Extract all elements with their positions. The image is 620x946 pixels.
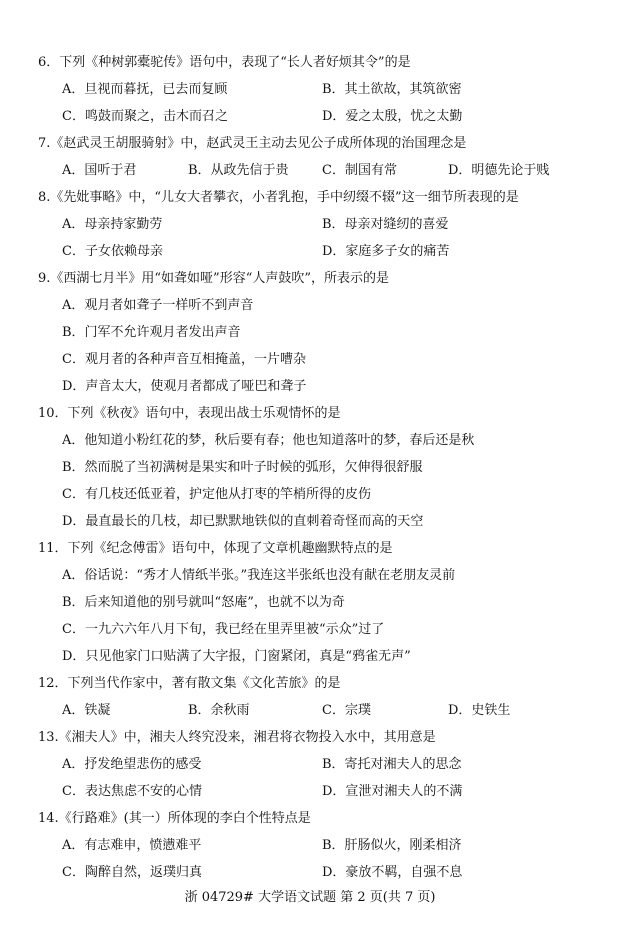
question-13-stem: 13.《湘夫人》中，湘夫人终究没来，湘君将衣物投入水中，其用意是 [38, 730, 436, 745]
question-13-option-b: B．寄托对湘夫人的思念 [322, 757, 462, 772]
question-11-stem: 11．下列《纪念傅雷》语句中，体现了文章机趣幽默特点的是 [38, 541, 393, 556]
question-7-option-d: D．明德先论于贱 [448, 163, 550, 178]
question-10-stem: 10．下列《秋夜》语句中，表现出战士乐观情怀的是 [38, 406, 341, 421]
page-footer: 浙 04729# 大学语文试题 第 2 页(共 7 页) [184, 890, 436, 905]
question-11-option-b: B．后来知道他的别号就叫“怒庵”，也就不以为奇 [62, 595, 345, 610]
question-6-option-b: B．其土欲故，其筑欲密 [322, 82, 462, 97]
question-11-option-c: C．一九六六年八月下旬，我已经在里弄里被“示众”过了 [62, 622, 385, 637]
question-12-stem: 12．下列当代作家中，著有散文集《文化苦旅》的是 [38, 676, 341, 691]
question-9-option-b: B．门军不允许观月者发出声音 [62, 325, 241, 340]
question-12-option-a: A．铁凝 [62, 703, 111, 718]
question-8-stem: 8.《先妣事略》中，“儿女大者攀衣，小者乳抱，手中纫缀不辍”这一细节所表现的是 [38, 190, 519, 205]
question-7-option-a: A．国听于君 [62, 163, 137, 178]
question-9-option-a: A．观月者如聋子一样听不到声音 [62, 298, 254, 313]
question-6-option-d: D．爱之太殷，忧之太勤 [322, 109, 463, 124]
question-8-option-a: A．母亲持家勤劳 [62, 217, 163, 232]
question-8-option-c: C．子女依赖母亲 [62, 244, 163, 259]
question-11-option-a: A．俗话说：“秀才人情纸半张。”我连这半张纸也没有献在老朋友灵前 [62, 568, 456, 583]
question-14-option-a: A．有志难申，愤懑难平 [62, 838, 202, 853]
question-6-option-a: A．旦视而暮抚，已去而复顾 [62, 82, 228, 97]
question-12-option-d: D．史铁生 [448, 703, 511, 718]
question-10-option-a: A．他知道小粉红花的梦，秋后要有春；他也知道落叶的梦，春后还是秋 [62, 433, 475, 448]
question-6-option-c: C．鸣鼓而聚之，击木而召之 [62, 109, 228, 124]
question-10-option-d: D．最直最长的几枝，却已默默地铁似的直刺着奇怪而高的天空 [62, 514, 424, 529]
question-7-stem: 7.《赵武灵王胡服骑射》中，赵武灵王主动去见公子成所体现的治国理念是 [38, 136, 467, 151]
question-13-option-a: A．抒发绝望悲伤的感受 [62, 757, 202, 772]
question-9-stem: 9.《西湖七月半》用“如聋如哑”形容“人声鼓吹”，所表示的是 [38, 271, 389, 286]
question-10-option-b: B．然而脱了当初满树是果实和叶子时候的弧形，欠伸得很舒服 [62, 460, 423, 475]
question-7-option-c: C．制国有常 [322, 163, 397, 178]
question-12-option-c: C．宗璞 [322, 703, 371, 718]
question-13-option-d: D．宣泄对湘夫人的不满 [322, 784, 463, 799]
question-14-option-c: C．陶醉自然，返璞归真 [62, 865, 202, 880]
question-14-option-b: B．肝肠似火，刚柔相济 [322, 838, 462, 853]
question-13-option-c: C．表达焦虑不安的心情 [62, 784, 202, 799]
question-10-option-c: C．有几枝还低亚着，护定他从打枣的竿梢所得的皮伤 [62, 487, 371, 502]
question-7-option-b: B．从政先信于贵 [188, 163, 289, 178]
question-11-option-d: D．只见他家门口贴满了大字报，门窗紧闭，真是“鸦雀无声” [62, 649, 411, 664]
question-12-option-b: B．余秋雨 [188, 703, 250, 718]
question-9-option-d: D．声音太大，使观月者都成了哑巴和聋子 [62, 379, 307, 394]
question-14-stem: 14.《行路难》(其一）所体现的李白个性特点是 [38, 811, 311, 826]
question-9-option-c: C．观月者的各种声音互相掩盖，一片嘈杂 [62, 352, 306, 367]
question-8-option-b: B．母亲对缝纫的喜爱 [322, 217, 449, 232]
question-6-stem: 6．下列《种树郭橐驼传》语句中，表现了“长人者好烦其令”的是 [38, 55, 411, 70]
question-14-option-d: D．豪放不羁，自强不息 [322, 865, 463, 880]
question-8-option-d: D．家庭多子女的痛苦 [322, 244, 450, 259]
